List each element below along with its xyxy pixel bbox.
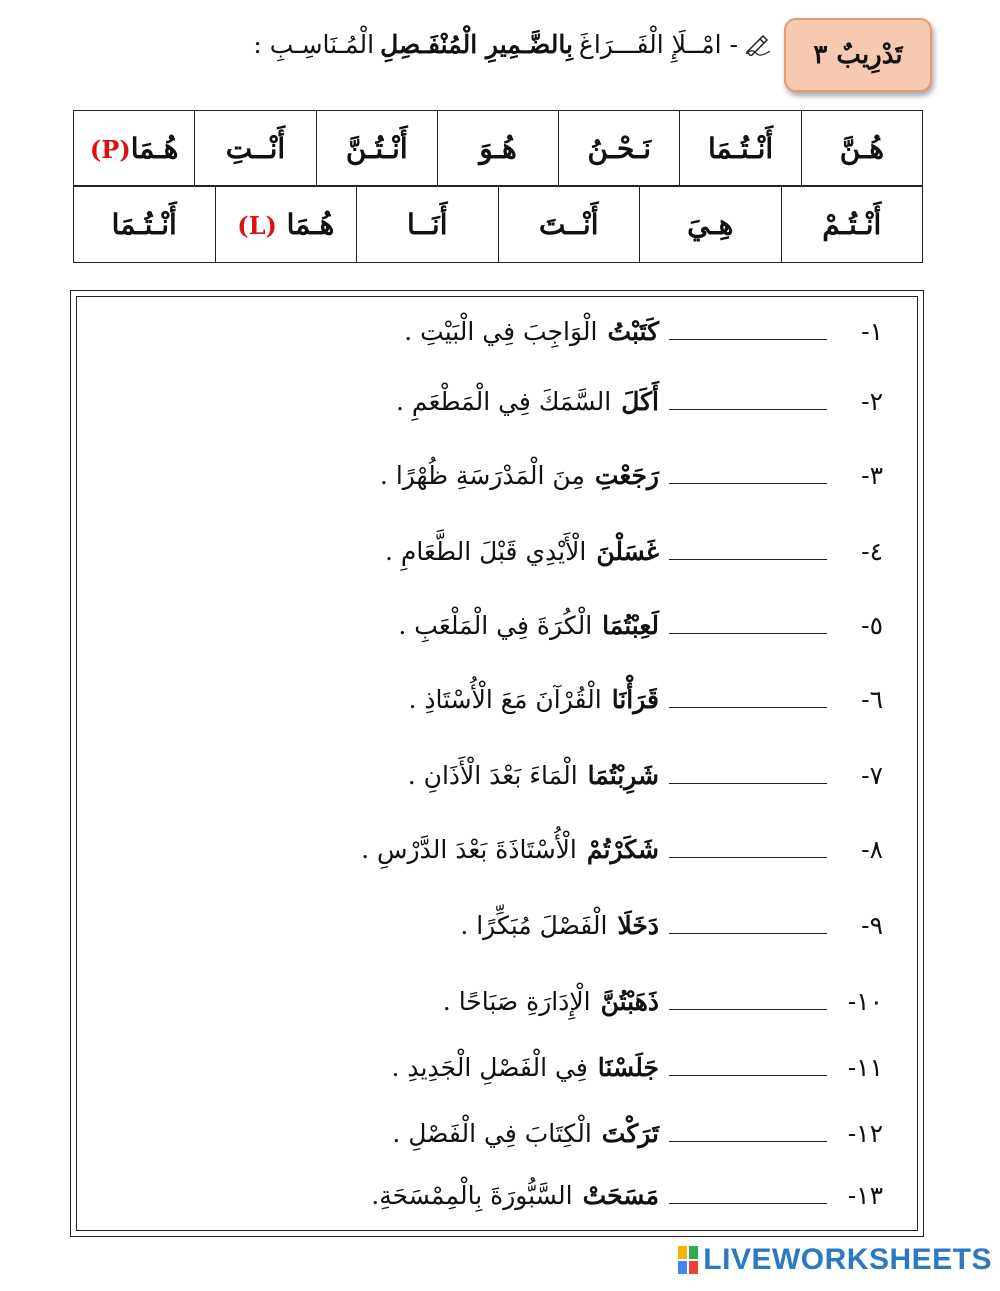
sentence-rest: السَّمَكَ فِي الْمَطْعَمِ . [396, 387, 612, 416]
sentence-verb: دَخَلَا [617, 911, 659, 940]
answer-blank[interactable] [669, 1201, 827, 1204]
sentence-row [460, 911, 883, 940]
pronoun-text: أَنْـتُـمَا [111, 208, 177, 241]
pronoun-cell[interactable] [680, 111, 801, 186]
sentence-number: ٩- [861, 911, 883, 940]
sentence-verb: ذَهَبْتُنَّ [600, 987, 659, 1016]
sentence-verb: مَسَحَتْ [582, 1181, 659, 1210]
sentence-rest: الْكِتَابَ فِي الْفَصْلِ . [392, 1119, 592, 1148]
sentence-number: ٦- [861, 685, 883, 714]
sentence-number: ٢- [861, 387, 883, 416]
answer-blank[interactable] [669, 1139, 827, 1142]
sentence-rest: الْفَصْلَ مُبَكِّرًا . [460, 911, 608, 940]
answer-blank[interactable] [669, 337, 827, 340]
pronoun-cell[interactable] [640, 187, 782, 263]
pronoun-text: أَنْــتَ [539, 208, 599, 241]
pronoun-cell[interactable] [498, 187, 640, 263]
sentence-number: ١- [861, 317, 883, 346]
sentence-number: ١١- [847, 1053, 883, 1082]
sentence-rest: الْكُرَةَ فِي الْمَلْعَبِ . [398, 611, 593, 640]
liveworksheets-brand: LIVEWORKSHEETS [703, 1243, 992, 1276]
pronoun-table-row-1 [73, 110, 923, 186]
sentence-rest: الْقُرْآنَ مَعَ الْأُسْتَاذِ . [408, 685, 602, 714]
instruction-suffix: الْمُـنَاسِـبِ : [253, 30, 375, 59]
pronoun-text: أَنَــا [406, 208, 448, 241]
answer-blank[interactable] [669, 931, 827, 934]
answer-blank[interactable] [669, 631, 827, 634]
sentence-row [408, 685, 883, 714]
sentence-rest: مِنَ الْمَدْرَسَةِ ظُهْرًا . [379, 461, 585, 490]
pronoun-text: هِـيَ [687, 208, 734, 241]
sentence-row [398, 611, 883, 640]
pronoun-cell[interactable] [316, 111, 437, 186]
answer-blank[interactable] [669, 407, 827, 410]
pronoun-text: هُـنَّ [839, 131, 884, 165]
liveworksheets-logo-icon [677, 1245, 699, 1275]
sentence-verb: لَعِبْتُمَا [602, 611, 659, 640]
sentence-verb: كَتَبْتُ [607, 317, 659, 346]
sentence-rest: الْمَاءَ بَعْدَ الْأَذَانِ . [407, 761, 578, 790]
sentence-row [443, 987, 883, 1016]
sentence-row [371, 1181, 883, 1210]
sentence-row [392, 1119, 883, 1148]
answer-blank[interactable] [669, 481, 827, 484]
sentence-row [404, 317, 883, 346]
pronoun-text: هُـوَ [479, 131, 517, 165]
sentence-verb: جَلَسْنَا [597, 1053, 659, 1082]
sentence-verb: غَسَلْنَ [596, 537, 659, 566]
sentence-number: ١٠- [847, 987, 883, 1016]
exercise-badge-label: تَدْرِيبٌ ٣ [813, 40, 903, 70]
liveworksheets-footer [677, 1243, 992, 1277]
sentence-rest: السَّبُّورَةَ بِالْمِمْسَحَةِ. [371, 1181, 573, 1210]
pair-mark-l: (L) [237, 211, 277, 240]
pronoun-cell[interactable] [559, 111, 680, 186]
answer-blank[interactable] [669, 855, 827, 858]
sentence-row [408, 761, 883, 790]
answer-blank[interactable] [669, 781, 827, 784]
instruction-bold: بِالضَّـمِيرِ الْمُنْفَـصِلِ [380, 30, 573, 59]
pronoun-cell[interactable] [437, 111, 558, 186]
sentence-number: ٤- [861, 537, 883, 566]
sentence-verb: أَكَلَ [621, 387, 659, 416]
pronoun-cell[interactable] [781, 187, 923, 263]
instruction-line [253, 30, 772, 59]
pronoun-cell[interactable] [195, 111, 316, 186]
pronoun-cell[interactable] [74, 187, 216, 263]
pronoun-text: هُـمَا [130, 131, 179, 165]
sentence-verb: تَرَكْتَ [601, 1119, 659, 1148]
pronoun-text: أَنْـتُـنَّ [345, 131, 408, 165]
pronoun-cell[interactable] [74, 111, 195, 186]
sentence-verb: شَرِبْتُمَا [587, 761, 659, 790]
exercise-badge [784, 18, 932, 92]
sentence-rest: الْأَيْدِي قَبْلَ الطَّعَامِ . [385, 537, 587, 566]
answer-blank[interactable] [669, 1073, 827, 1076]
sentence-row [391, 1053, 883, 1082]
pronoun-text: هُـمَا [286, 208, 335, 241]
sentence-rest: الْإِدَارَةِ صَبَاحًا . [442, 987, 591, 1016]
pen-writing-icon [744, 34, 772, 56]
sentence-verb: رَجَعْتِ [594, 461, 659, 490]
sentence-number: ٧- [861, 761, 883, 790]
sentence-row [380, 461, 883, 490]
sentence-number: ١٣- [847, 1181, 883, 1210]
pronoun-table-row-2 [73, 186, 923, 263]
pronoun-text: أَنْـتُـمَا [708, 131, 774, 165]
sentence-row [385, 537, 883, 566]
sentence-verb: شَكَرْتُمْ [586, 835, 659, 864]
sentence-verb: قَرَأْنَا [611, 685, 659, 714]
pronoun-text: أَنْــتِ [225, 131, 286, 165]
answer-blank[interactable] [669, 557, 827, 560]
answer-blank[interactable] [669, 705, 827, 708]
instruction-prefix: - امْــلَإِ الْفَـــرَاغَ [578, 30, 738, 59]
pair-mark-p: (P) [89, 134, 131, 164]
sentence-number: ٣- [861, 461, 883, 490]
pronoun-cell[interactable] [215, 187, 357, 263]
pronoun-cell[interactable] [801, 111, 922, 186]
pronoun-cell[interactable] [357, 187, 499, 263]
sentences-box [70, 290, 924, 1237]
sentence-rest: الْوَاجِبَ فِي الْبَيْتِ . [404, 317, 598, 346]
pronoun-text: نَـحْـنُ [587, 131, 652, 165]
sentence-rest: فِي الْفَصْلِ الْجَدِيدِ . [391, 1053, 588, 1082]
worksheet-header [0, 0, 1000, 100]
sentence-row [361, 835, 883, 864]
sentence-row [396, 387, 883, 416]
answer-blank[interactable] [669, 1007, 827, 1010]
sentence-number: ١٢- [847, 1119, 883, 1148]
sentence-number: ٨- [861, 835, 883, 864]
sentence-rest: الْأُسْتَاذَةَ بَعْدَ الدَّرْسِ . [361, 835, 577, 864]
pronoun-text: أَنْـتُـمْ [822, 208, 882, 241]
sentence-number: ٥- [861, 611, 883, 640]
